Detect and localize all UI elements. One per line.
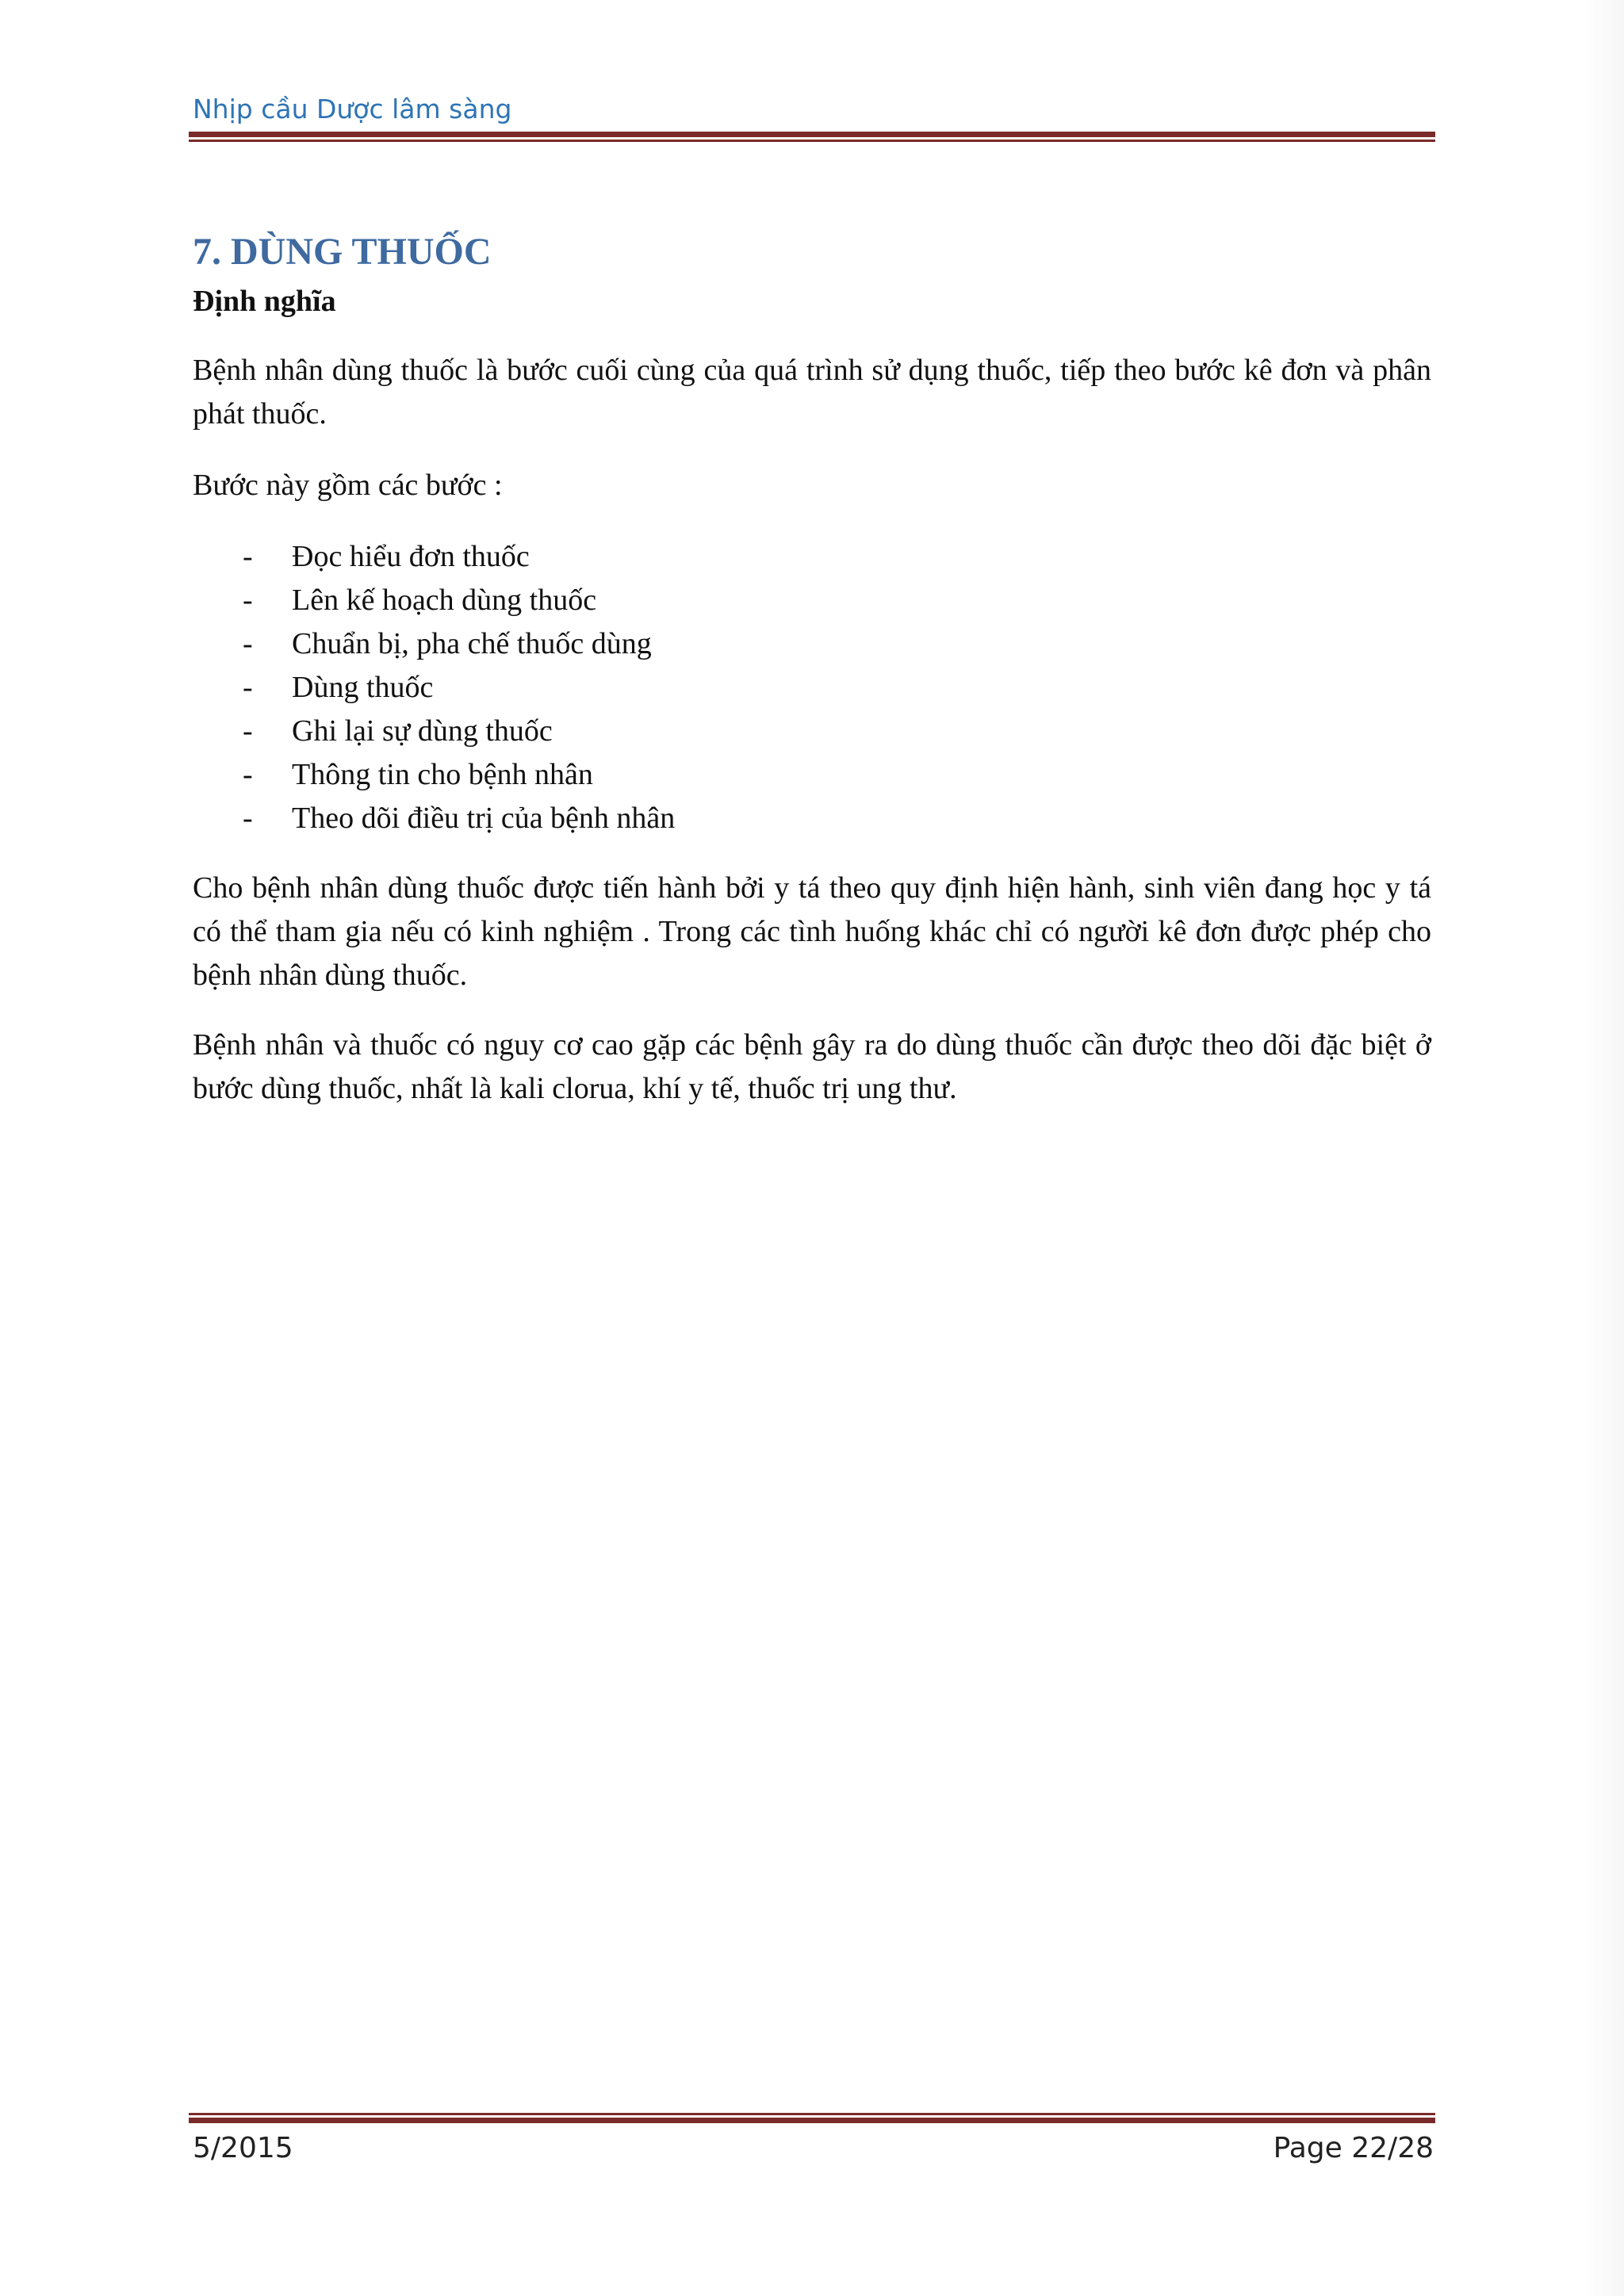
list-item [193, 622, 675, 666]
section-heading: 7. DÙNG THUỐC [193, 231, 492, 273]
steps-list [193, 535, 675, 840]
header-rule [189, 132, 1435, 142]
bullet-dash: - [243, 714, 253, 748]
bullet-dash: - [243, 584, 253, 617]
footer-rule-thin [189, 2113, 1435, 2115]
footer-page-number: Page 22/28 [1273, 2132, 1434, 2164]
running-header: Nhịp cầu Dược lâm sàng [193, 94, 512, 124]
bullet-dash: - [243, 671, 253, 704]
list-item [193, 666, 675, 710]
list-item-text: Ghi lại sự dùng thuốc [292, 714, 553, 748]
list-item-text: Đọc hiểu đơn thuốc [292, 540, 530, 573]
list-item-text: Dùng thuốc [292, 671, 434, 704]
bullet-dash: - [243, 758, 253, 791]
list-item [193, 753, 675, 797]
list-item-text: Theo dõi điều trị của bệnh nhân [292, 802, 676, 835]
bullet-dash: - [243, 802, 253, 835]
paragraph-intro: Bệnh nhân dùng thuốc là bước cuối cùng của quá trình sử dụng thuốc, tiếp theo bước kê đơn và phân phát thuốc. [193, 354, 1431, 430]
list-item-text: Lên kế hoạch dùng thuốc [292, 584, 597, 617]
footer-rule-thick [189, 2118, 1435, 2123]
footer-rule [189, 2113, 1435, 2123]
footer-date: 5/2015 [193, 2132, 293, 2164]
list-item [193, 535, 675, 579]
header-rule-thin [189, 140, 1435, 142]
list-item [193, 797, 675, 840]
list-item [193, 579, 675, 622]
header-rule-thick [189, 132, 1435, 137]
list-item-text: Chuẩn bị, pha chế thuốc dùng [292, 627, 652, 660]
definition-subheading: Định nghĩa [193, 285, 336, 318]
paragraph-administration: Cho bệnh nhân dùng thuốc được tiến hành bởi y tá theo quy định hiện hành, sinh viên đang học y tá có thể tham gia nếu có kinh nghiệm . Trong các tình huống khác chỉ có người kê đơn được phép cho bệnh nhân dùng thuốc. [193, 871, 1431, 992]
bullet-dash: - [243, 627, 253, 660]
list-item [193, 710, 675, 753]
paragraph-steps-lead: Bước này gồm các bước : [193, 469, 503, 502]
list-item-text: Thông tin cho bệnh nhân [292, 758, 593, 791]
bullet-dash: - [243, 540, 253, 573]
paragraph-high-risk: Bệnh nhân và thuốc có nguy cơ cao gặp các bệnh gây ra do dùng thuốc cần được theo dõi đặc biệt ở bước dùng thuốc, nhất là kali clorua, khí y tế, thuốc trị ung thư. [193, 1028, 1431, 1105]
page-edge-shade [1586, 0, 1624, 2296]
